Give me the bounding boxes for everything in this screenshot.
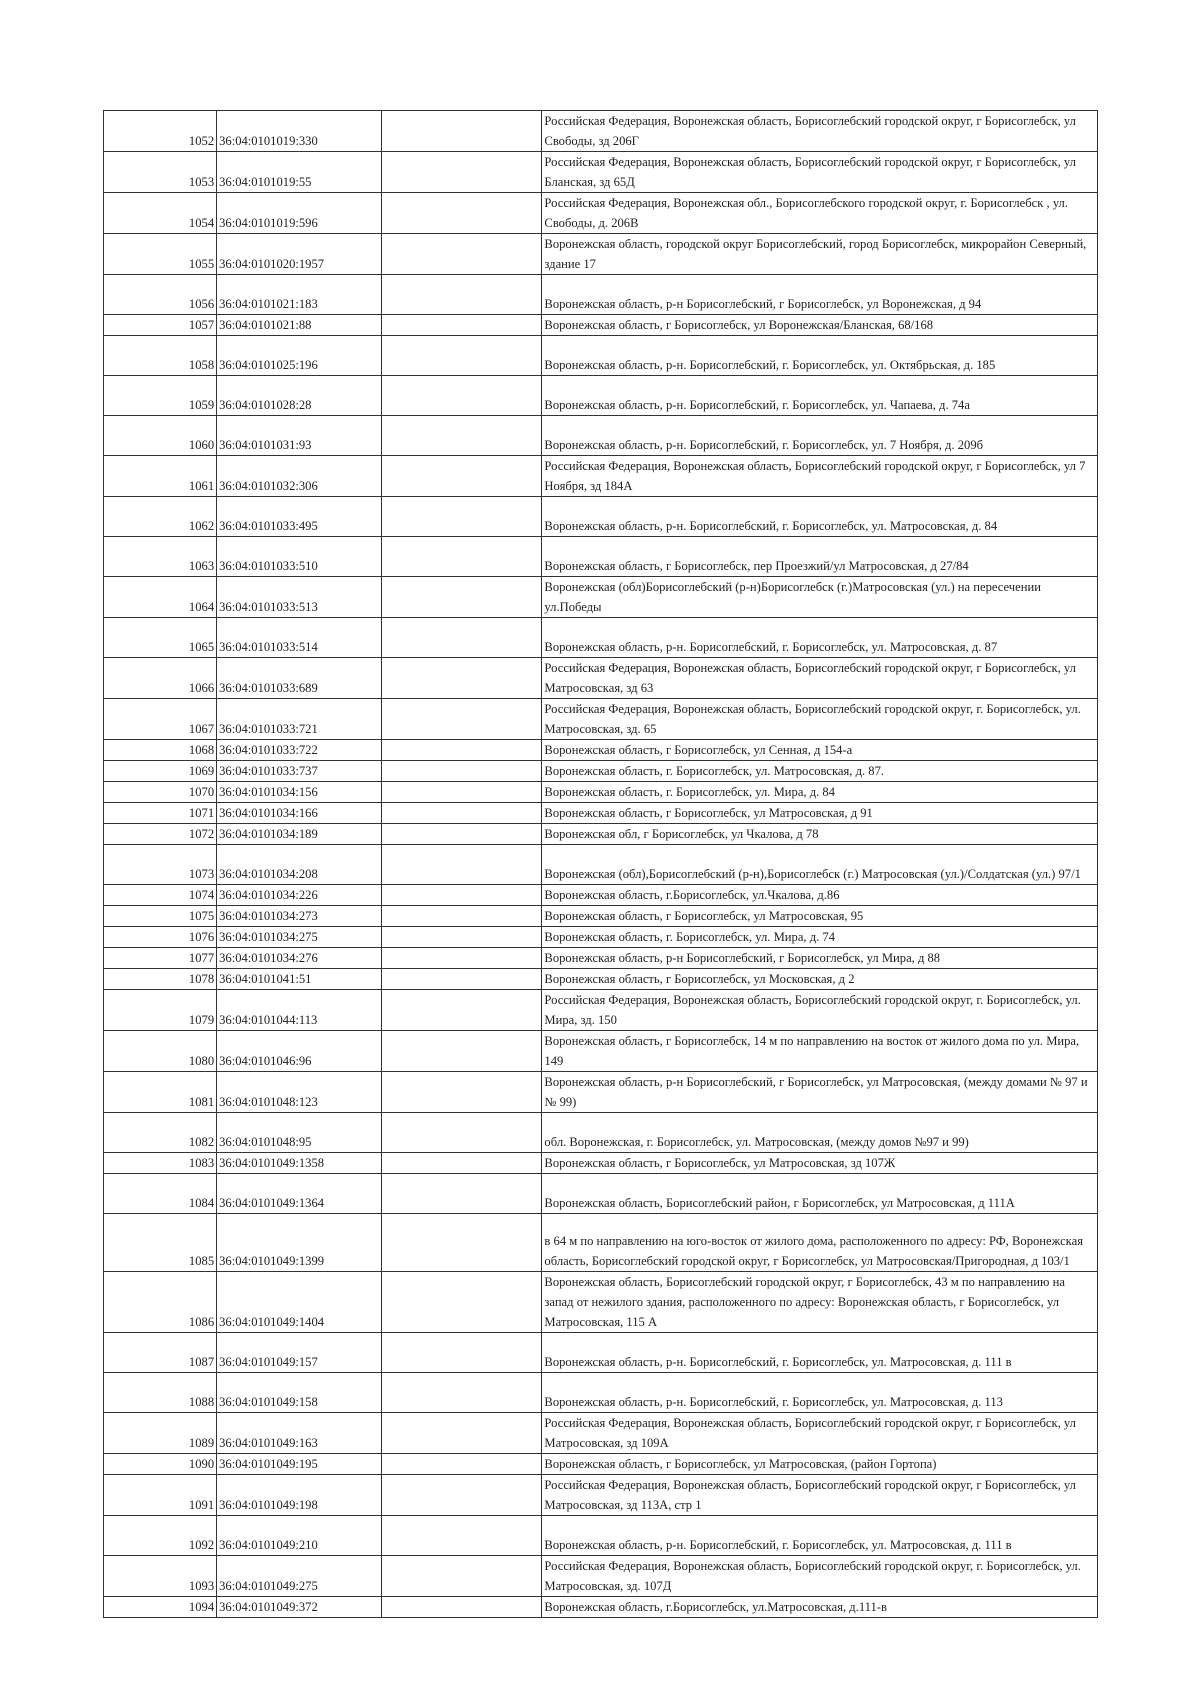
table-row [104,193,1098,234]
empty-cell [382,416,542,456]
table-row [104,1153,1098,1174]
cadastral-number-cell: 36:04:0101048:123 [217,1072,382,1113]
empty-cell [382,1475,542,1516]
address-cell: Воронежская область, г.Борисоглебск, ул.Матросовская, д.111-в [542,1597,1098,1618]
cadastral-number-cell: 36:04:0101019:596 [217,193,382,234]
address-cell: Воронежская область, г Борисоглебск, ул Московская, д 2 [542,969,1098,990]
table-row [104,885,1098,906]
row-number-cell: 1067 [104,699,217,740]
row-number-cell: 1085 [104,1214,217,1272]
address-cell: Воронежская (обл),Борисоглебский (р-н),Борисоглебск (г.) Матросовская (ул.)/Солдатская (ул.) 97/1 [542,845,1098,885]
table-row [104,740,1098,761]
empty-cell [382,1272,542,1333]
cadastral-number-cell: 36:04:0101032:306 [217,456,382,497]
cadastral-number-cell: 36:04:0101034:189 [217,824,382,845]
empty-cell [382,1597,542,1618]
empty-cell [382,1373,542,1413]
empty-cell [382,1072,542,1113]
table-row [104,618,1098,658]
table-row [104,111,1098,152]
empty-cell [382,906,542,927]
empty-cell [382,618,542,658]
cadastral-number-cell: 36:04:0101049:1404 [217,1272,382,1333]
cadastral-number-cell: 36:04:0101019:55 [217,152,382,193]
row-number-cell: 1070 [104,782,217,803]
cadastral-number-cell: 36:04:0101033:689 [217,658,382,699]
row-number-cell: 1093 [104,1556,217,1597]
cadastral-number-cell: 36:04:0101033:721 [217,699,382,740]
row-number-cell: 1078 [104,969,217,990]
row-number-cell: 1065 [104,618,217,658]
cadastral-number-cell: 36:04:0101048:95 [217,1113,382,1153]
row-number-cell: 1057 [104,315,217,336]
cadastral-number-cell: 36:04:0101049:195 [217,1454,382,1475]
cadastral-number-cell: 36:04:0101049:158 [217,1373,382,1413]
address-cell: в 64 м по направлению на юго-восток от жилого дома, расположенного по адресу: РФ, Воронежская область, Борисоглебский городской округ, г Борисоглебск, ул Матросовская/Пригородная, д 103/1 [542,1214,1098,1272]
row-number-cell: 1087 [104,1333,217,1373]
empty-cell [382,111,542,152]
cadastral-number-cell: 36:04:0101049:157 [217,1333,382,1373]
address-cell: Российская Федерация, Воронежская область, Борисоглебский городской округ, г. Борисоглебск, ул. Матросовская, зд. 107Д [542,1556,1098,1597]
cadastral-number-cell: 36:04:0101049:1364 [217,1174,382,1214]
row-number-cell: 1066 [104,658,217,699]
row-number-cell: 1058 [104,336,217,376]
table-row [104,782,1098,803]
empty-cell [382,1174,542,1214]
address-cell: Воронежская область, г Борисоглебск, ул Воронежская/Бланская, 68/168 [542,315,1098,336]
row-number-cell: 1064 [104,577,217,618]
cadastral-number-cell: 36:04:0101041:51 [217,969,382,990]
cadastral-number-cell: 36:04:0101031:93 [217,416,382,456]
row-number-cell: 1080 [104,1031,217,1072]
empty-cell [382,1214,542,1272]
row-number-cell: 1090 [104,1454,217,1475]
address-cell: Воронежская область, г. Борисоглебск, ул. Матросовская, д. 87. [542,761,1098,782]
address-cell: обл. Воронежская, г. Борисоглебск, ул. Матросовская, (между домов №97 и 99) [542,1113,1098,1153]
row-number-cell: 1082 [104,1113,217,1153]
address-cell: Воронежская (обл)Борисоглебский (р-н)Борисоглебск (г.)Матросовская (ул.) на пересечении ул.Победы [542,577,1098,618]
table-row [104,336,1098,376]
row-number-cell: 1059 [104,376,217,416]
address-cell: Воронежская область, г. Борисоглебск, ул. Мира, д. 84 [542,782,1098,803]
address-cell: Воронежская область, г Борисоглебск, ул Матросовская, д 91 [542,803,1098,824]
row-number-cell: 1079 [104,990,217,1031]
table-row [104,1413,1098,1454]
address-cell: Российская Федерация, Воронежская область, Борисоглебский городской округ, г Борисоглебск, ул Матросовская, зд 109А [542,1413,1098,1454]
empty-cell [382,537,542,577]
table-row [104,416,1098,456]
table-row [104,906,1098,927]
table-row [104,497,1098,537]
row-number-cell: 1073 [104,845,217,885]
table-row [104,456,1098,497]
empty-cell [382,699,542,740]
row-number-cell: 1055 [104,234,217,275]
row-number-cell: 1077 [104,948,217,969]
cadastral-number-cell: 36:04:0101049:1358 [217,1153,382,1174]
table-row [104,1272,1098,1333]
address-cell: Воронежская область, г Борисоглебск, ул Сенная, д 154-а [542,740,1098,761]
table-row [104,376,1098,416]
table-row [104,1072,1098,1113]
cadastral-number-cell: 36:04:0101034:226 [217,885,382,906]
row-number-cell: 1092 [104,1516,217,1556]
row-number-cell: 1074 [104,885,217,906]
address-cell: Российская Федерация, Воронежская область, Борисоглебский городской округ, г Борисоглебск, ул Свободы, зд 206Г [542,111,1098,152]
address-cell: Воронежская область, Борисоглебский городской округ, г Борисоглебск, 43 м по направлению на запад от нежилого здания, расположенного по адресу: Воронежская область, г Борисоглебск, ул Матросовская, 115 А [542,1272,1098,1333]
cadastral-number-cell: 36:04:0101049:210 [217,1516,382,1556]
address-cell: Воронежская область, р-н. Борисоглебский, г. Борисоглебск, ул. Матросовская, д. 111 в [542,1516,1098,1556]
row-number-cell: 1071 [104,803,217,824]
empty-cell [382,782,542,803]
table-row [104,234,1098,275]
empty-cell [382,824,542,845]
table-row [104,1556,1098,1597]
address-cell: Российская Федерация, Воронежская область, Борисоглебский городской округ, г. Борисоглебск, ул. Матросовская, зд. 65 [542,699,1098,740]
empty-cell [382,1454,542,1475]
empty-cell [382,990,542,1031]
table-row [104,969,1098,990]
cadastral-number-cell: 36:04:0101033:722 [217,740,382,761]
table-row [104,1454,1098,1475]
address-cell: Воронежская область, р-н. Борисоглебский, г. Борисоглебск, ул. Матросовская, д. 111 в [542,1333,1098,1373]
address-cell: Воронежская обл, г Борисоглебск, ул Чкалова, д 78 [542,824,1098,845]
empty-cell [382,948,542,969]
empty-cell [382,336,542,376]
empty-cell [382,1031,542,1072]
cadastral-number-cell: 36:04:0101033:514 [217,618,382,658]
address-cell: Воронежская область, г Борисоглебск, ул Матросовская, 95 [542,906,1098,927]
table-row [104,577,1098,618]
address-cell: Воронежская область, г.Борисоглебск, ул.Чкалова, д.86 [542,885,1098,906]
empty-cell [382,658,542,699]
empty-cell [382,845,542,885]
empty-cell [382,234,542,275]
address-cell: Российская Федерация, Воронежская область, Борисоглебский городской округ, г Борисоглебск, ул Матросовская, зд 113А, стр 1 [542,1475,1098,1516]
table-row [104,1333,1098,1373]
address-cell: Воронежская область, г. Борисоглебск, ул. Мира, д. 74 [542,927,1098,948]
address-cell: Российская Федерация, Воронежская область, Борисоглебский городской округ, г Борисоглебск, ул 7 Ноября, зд 184А [542,456,1098,497]
cadastral-number-cell: 36:04:0101033:513 [217,577,382,618]
address-cell: Воронежская область, р-н Борисоглебский, г Борисоглебск, ул Матросовская, (между домами № 97 и № 99) [542,1072,1098,1113]
row-number-cell: 1084 [104,1174,217,1214]
address-cell: Российская Федерация, Воронежская область, Борисоглебский городской округ, г Борисоглебск, ул Матросовская, зд 63 [542,658,1098,699]
cadastral-number-cell: 36:04:0101049:1399 [217,1214,382,1272]
table-row [104,275,1098,315]
empty-cell [382,315,542,336]
address-cell: Воронежская область, г Борисоглебск, 14 м по направлению на восток от жилого дома по ул. Мира, 149 [542,1031,1098,1072]
cadastral-number-cell: 36:04:0101049:372 [217,1597,382,1618]
table-row [104,1475,1098,1516]
empty-cell [382,1113,542,1153]
row-number-cell: 1052 [104,111,217,152]
address-cell: Воронежская область, р-н Борисоглебский, г Борисоглебск, ул Воронежская, д 94 [542,275,1098,315]
empty-cell [382,885,542,906]
row-number-cell: 1060 [104,416,217,456]
row-number-cell: 1054 [104,193,217,234]
table-row [104,990,1098,1031]
address-cell: Российская Федерация, Воронежская область, Борисоглебский городской округ, г Борисоглебск, ул Бланская, зд 65Д [542,152,1098,193]
row-number-cell: 1094 [104,1597,217,1618]
row-number-cell: 1086 [104,1272,217,1333]
row-number-cell: 1062 [104,497,217,537]
table-row [104,1373,1098,1413]
empty-cell [382,969,542,990]
row-number-cell: 1056 [104,275,217,315]
address-cell: Воронежская область, р-н. Борисоглебский, г. Борисоглебск, ул. Матросовская, д. 87 [542,618,1098,658]
address-cell: Российская Федерация, Воронежская обл., Борисоглебского городской округ, г. Борисоглебск , ул. Свободы, д. 206В [542,193,1098,234]
empty-cell [382,1333,542,1373]
table-row [104,1031,1098,1072]
table-row [104,315,1098,336]
row-number-cell: 1075 [104,906,217,927]
row-number-cell: 1091 [104,1475,217,1516]
empty-cell [382,927,542,948]
table-row [104,1214,1098,1272]
cadastral-number-cell: 36:04:0101034:166 [217,803,382,824]
empty-cell [382,497,542,537]
address-cell: Воронежская область, г Борисоглебск, ул Матросовская, (район Гортопа) [542,1454,1098,1475]
table-row [104,658,1098,699]
registry-table [103,110,1098,1618]
cadastral-number-cell: 36:04:0101019:330 [217,111,382,152]
table-row [104,1516,1098,1556]
cadastral-number-cell: 36:04:0101049:198 [217,1475,382,1516]
table-row [104,1174,1098,1214]
row-number-cell: 1061 [104,456,217,497]
row-number-cell: 1088 [104,1373,217,1413]
row-number-cell: 1053 [104,152,217,193]
address-cell: Воронежская область, г Борисоглебск, пер Проезжий/ул Матросовская, д 27/84 [542,537,1098,577]
row-number-cell: 1068 [104,740,217,761]
empty-cell [382,740,542,761]
address-cell: Воронежская область, г Борисоглебск, ул Матросовская, зд 107Ж [542,1153,1098,1174]
address-cell: Воронежская область, р-н. Борисоглебский, г. Борисоглебск, ул. Матросовская, д. 113 [542,1373,1098,1413]
cadastral-number-cell: 36:04:0101028:28 [217,376,382,416]
table-row [104,1597,1098,1618]
address-cell: Воронежская область, городской округ Борисоглебский, город Борисоглебск, микрорайон Северный, здание 17 [542,234,1098,275]
empty-cell [382,577,542,618]
empty-cell [382,456,542,497]
cadastral-number-cell: 36:04:0101034:276 [217,948,382,969]
table-row [104,927,1098,948]
empty-cell [382,803,542,824]
cadastral-number-cell: 36:04:0101033:737 [217,761,382,782]
row-number-cell: 1083 [104,1153,217,1174]
table-row [104,824,1098,845]
empty-cell [382,275,542,315]
table-row [104,1113,1098,1153]
address-cell: Воронежская область, Борисоглебский район, г Борисоглебск, ул Матросовская, д 111А [542,1174,1098,1214]
cadastral-number-cell: 36:04:0101049:163 [217,1413,382,1454]
empty-cell [382,1556,542,1597]
cadastral-number-cell: 36:04:0101033:510 [217,537,382,577]
table-row [104,803,1098,824]
empty-cell [382,376,542,416]
address-cell: Воронежская область, р-н. Борисоглебский, г. Борисоглебск, ул. Чапаева, д. 74а [542,376,1098,416]
empty-cell [382,761,542,782]
row-number-cell: 1063 [104,537,217,577]
empty-cell [382,152,542,193]
table-row [104,845,1098,885]
empty-cell [382,193,542,234]
row-number-cell: 1069 [104,761,217,782]
table-row [104,537,1098,577]
cadastral-number-cell: 36:04:0101034:275 [217,927,382,948]
cadastral-number-cell: 36:04:0101025:196 [217,336,382,376]
address-cell: Воронежская область, р-н. Борисоглебский, г. Борисоглебск, ул. 7 Ноября, д. 209б [542,416,1098,456]
address-cell: Воронежская область, р-н. Борисоглебский, г. Борисоглебск, ул. Матросовская, д. 84 [542,497,1098,537]
table-row [104,699,1098,740]
cadastral-number-cell: 36:04:0101034:273 [217,906,382,927]
row-number-cell: 1076 [104,927,217,948]
table-row [104,948,1098,969]
cadastral-number-cell: 36:04:0101049:275 [217,1556,382,1597]
row-number-cell: 1081 [104,1072,217,1113]
table-row [104,152,1098,193]
empty-cell [382,1153,542,1174]
cadastral-number-cell: 36:04:0101046:96 [217,1031,382,1072]
row-number-cell: 1072 [104,824,217,845]
cadastral-number-cell: 36:04:0101033:495 [217,497,382,537]
table-row [104,761,1098,782]
cadastral-number-cell: 36:04:0101034:208 [217,845,382,885]
cadastral-number-cell: 36:04:0101034:156 [217,782,382,803]
empty-cell [382,1413,542,1454]
cadastral-number-cell: 36:04:0101021:183 [217,275,382,315]
registry-table-body [104,111,1098,1618]
cadastral-number-cell: 36:04:0101044:113 [217,990,382,1031]
address-cell: Российская Федерация, Воронежская область, Борисоглебский городской округ, г. Борисоглебск, ул. Мира, зд. 150 [542,990,1098,1031]
empty-cell [382,1516,542,1556]
cadastral-number-cell: 36:04:0101020:1957 [217,234,382,275]
cadastral-number-cell: 36:04:0101021:88 [217,315,382,336]
address-cell: Воронежская область, р-н. Борисоглебский, г. Борисоглебск, ул. Октябрьская, д. 185 [542,336,1098,376]
row-number-cell: 1089 [104,1413,217,1454]
address-cell: Воронежская область, р-н Борисоглебский, г Борисоглебск, ул Мира, д 88 [542,948,1098,969]
